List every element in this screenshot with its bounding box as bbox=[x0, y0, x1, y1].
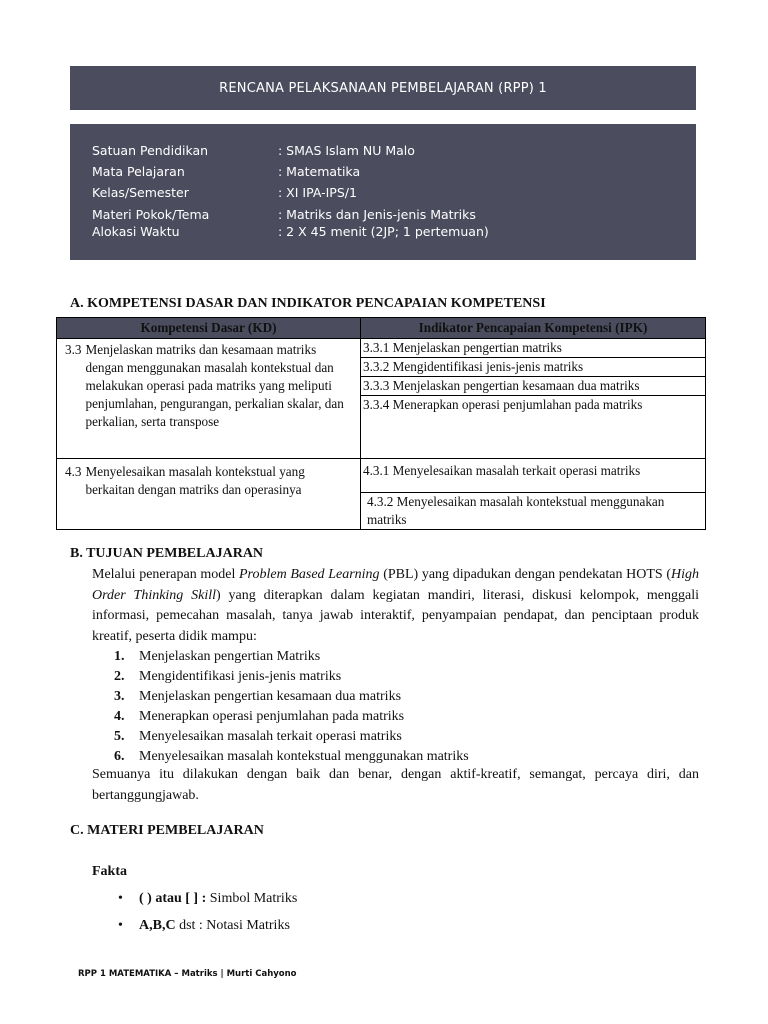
table-row bbox=[57, 459, 706, 530]
kd-cell bbox=[57, 339, 361, 459]
list-text: Menjelaskan pengertian kesamaan dua matriks bbox=[139, 689, 402, 704]
info-value: : Matriks dan Jenis-jenis Matriks bbox=[278, 207, 476, 222]
list-text: Menyelesaikan masalah kontekstual menggunakan matriks bbox=[139, 749, 469, 764]
list-number: 6. bbox=[114, 749, 125, 764]
info-row-school bbox=[92, 143, 682, 161]
info-label: Kelas/Semester bbox=[92, 185, 189, 200]
ipk-item: 4.3.1 Menyelesaikan masalah terkait operasi matriks bbox=[361, 459, 705, 493]
ipk-cell bbox=[361, 459, 706, 530]
list-item bbox=[114, 747, 674, 767]
info-value: : SMAS Islam NU Malo bbox=[278, 143, 415, 158]
page-footer: RPP 1 MATEMATIKA – Matriks | Murti Cahyono bbox=[78, 969, 297, 979]
list-number: 3. bbox=[114, 689, 125, 704]
ipk-item: 3.3.2 Mengidentifikasi jenis-jenis matriks bbox=[361, 358, 705, 377]
info-value: : Matematika bbox=[278, 164, 361, 179]
learning-objectives-intro: Melalui penerapan model Problem Based Learning (PBL) yang dipadukan dengan pendekatan HOTS (High Order Thinking Skill) yang diterapkan dalam kegiatan mandiri, literasi, diskusi kelompok, menggali informasi, pemecahan masalah, tanya jawab interaktif, penyampaian pendapat, dan penciptaan produk kreatif, peserta didik mampu: bbox=[92, 567, 699, 644]
ipk-item: 3.3.1 Menjelaskan pengertian matriks bbox=[361, 339, 705, 358]
list-item bbox=[114, 687, 674, 707]
ipk-cell bbox=[361, 339, 706, 459]
section-c-heading: C. MATERI PEMBELAJARAN bbox=[70, 823, 264, 838]
list-text: Menjelaskan pengertian Matriks bbox=[139, 649, 321, 664]
info-label: Alokasi Waktu bbox=[92, 224, 180, 239]
list-text: Mengidentifikasi jenis-jenis matriks bbox=[139, 669, 342, 684]
ipk-item: 3.3.3 Menjelaskan pengertian kesamaan dua matriks bbox=[361, 377, 705, 396]
table-header-row bbox=[57, 318, 706, 339]
list-number: 2. bbox=[114, 669, 125, 684]
objectives-list bbox=[114, 647, 674, 767]
list-number: 1. bbox=[114, 649, 125, 664]
bullet-bold-text: ( ) atau [ ] : bbox=[139, 891, 207, 906]
section-b-heading: B. TUJUAN PEMBELAJARAN bbox=[70, 546, 264, 561]
list-text: Menyelesaikan masalah terkait operasi matriks bbox=[139, 729, 402, 744]
document-title-bar bbox=[70, 66, 696, 110]
info-label: Satuan Pendidikan bbox=[92, 143, 209, 158]
table-row bbox=[57, 339, 706, 459]
info-row-subject bbox=[92, 164, 682, 182]
kd-column-header: Kompetensi Dasar (KD) bbox=[57, 318, 361, 339]
bullet-text: dst : Notasi Matriks bbox=[175, 918, 290, 933]
ipk-item: 3.3.4 Menerapkan operasi penjumlahan pada matriks bbox=[363, 397, 643, 412]
identity-info-box bbox=[70, 124, 696, 260]
ipk-column-header: Indikator Pencapaian Kompetensi (IPK) bbox=[361, 318, 706, 339]
list-item bbox=[114, 647, 674, 667]
ipk-item: 4.3.2 Menyelesaikan masalah kontekstual menggunakan matriks bbox=[367, 494, 665, 527]
info-label: Materi Pokok/Tema bbox=[92, 207, 210, 222]
kd-number: 4.3 bbox=[65, 464, 82, 479]
kd-text: Menjelaskan matriks dan kesamaan matriks dengan menggunakan masalah kontekstual dan melakukan operasi pada matriks yang meliputi penjumlahan, pengurangan, perkalian skalar, dan perkalian, serta transpose bbox=[85, 342, 344, 429]
list-item bbox=[114, 727, 674, 747]
list-item bbox=[118, 918, 290, 934]
bullet-icon: • bbox=[118, 891, 123, 906]
kd-text: Menyelesaikan masalah kontekstual yang berkaitan dengan matriks dan operasinya bbox=[85, 464, 305, 497]
competency-table bbox=[56, 317, 706, 530]
bullet-icon: • bbox=[118, 918, 123, 933]
list-text: Menerapkan operasi penjumlahan pada matriks bbox=[139, 709, 405, 724]
info-row-class bbox=[92, 185, 682, 203]
info-value: : XI IPA-IPS/1 bbox=[278, 185, 357, 200]
bullet-text: Simbol Matriks bbox=[206, 891, 298, 906]
fakta-subheading: Fakta bbox=[92, 864, 127, 879]
list-item bbox=[114, 707, 674, 727]
list-item bbox=[118, 891, 297, 907]
bullet-bold-text: A,B,C bbox=[139, 918, 176, 933]
list-number: 5. bbox=[114, 729, 125, 744]
kd-number: 3.3 bbox=[65, 342, 82, 357]
kd-cell bbox=[57, 459, 361, 530]
info-row-topic bbox=[92, 207, 682, 225]
info-label: Mata Pelajaran bbox=[92, 164, 185, 179]
list-number: 4. bbox=[114, 709, 125, 724]
list-item bbox=[114, 667, 674, 687]
objectives-closing: Semuanya itu dilakukan dengan baik dan benar, dengan aktif-kreatif, semangat, percaya diri, dan bertanggungjawab. bbox=[92, 767, 699, 803]
info-value: : 2 X 45 menit (2JP; 1 pertemuan) bbox=[278, 224, 489, 239]
section-a-heading: A. KOMPETENSI DASAR DAN INDIKATOR PENCAPAIAN KOMPETENSI bbox=[70, 296, 546, 311]
info-row-time bbox=[92, 224, 682, 242]
document-title: RENCANA PELAKSANAAN PEMBELAJARAN (RPP) 1 bbox=[219, 80, 547, 96]
